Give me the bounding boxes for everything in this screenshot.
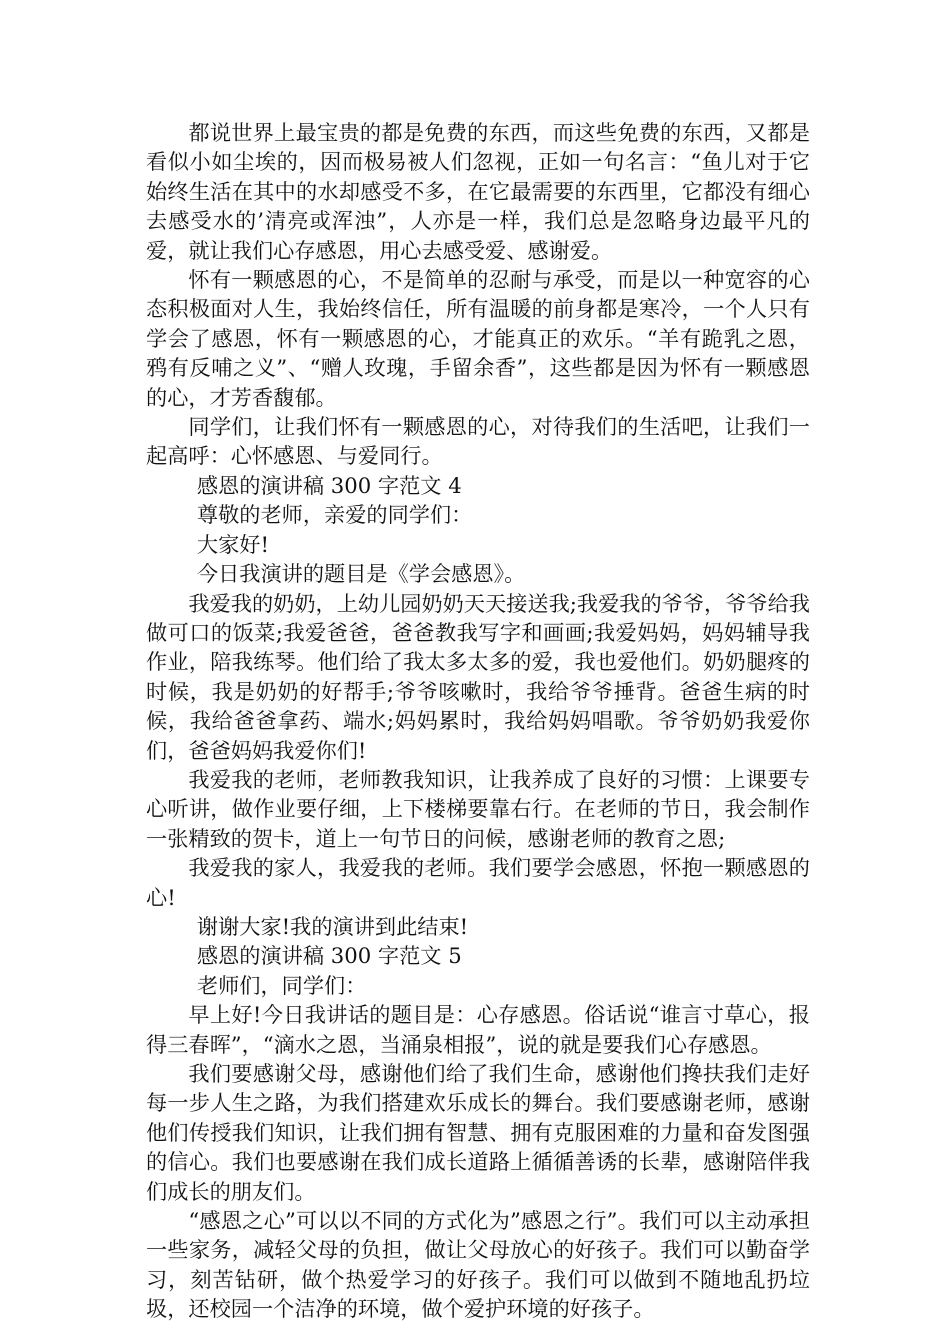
paragraph: 怀有一颗感恩的心，不是简单的忍耐与承受，而是以一种宽容的心态积极面对人生，我始终信任，所有温暖的前身都是寒冷，一个人只有学会了感恩，怀有一颗感恩的心，才能真正的欢乐。“羊有跪乳之恩，鸦有反哺之义”、“赠人玫瑰，手留余香”，这些都是因为怀有一颗感恩的心，才芳香馥郁。 bbox=[146, 267, 810, 410]
paragraph: 同学们，让我们怀有一颗感恩的心，对待我们的生活吧，让我们一起高呼：心怀感恩、与爱同行。 bbox=[146, 414, 810, 469]
paragraph: 我爱我的老师，老师教我知识，让我养成了良好的习惯：上课要专心听讲，做作业要仔细，上下楼梯要靠右行。在老师的节日，我会制作一张精致的贺卡，道上一句节日的问候，感谢老师的教育之恩; bbox=[146, 766, 810, 851]
paragraph: 我爱我的家人，我爱我的老师。我们要学会感恩，怀抱一颗感恩的心! bbox=[146, 855, 810, 910]
paragraph: 都说世界上最宝贵的都是免费的东西，而这些免费的东西，又都是看似小如尘埃的，因而极易被人们忽视，正如一句名言：“鱼儿对于它始终生活在其中的水却感受不多，在它最需要的东西里，它都没有细心去感受水的’清亮或浑浊”，人亦是一样，我们总是忽略身边最平凡的爱，就让我们心存感恩，用心去感受爱、感谢爱。 bbox=[146, 120, 810, 263]
paragraph: “感恩之心”可以以不同的方式化为”感恩之行”。我们可以主动承担一些家务，减轻父母的负担，做让父母放心的好孩子。我们可以勤奋学习，刻苦钻研，做个热爱学习的好孩子。我们可以做到不随地乱扔垃圾，还校园一个洁净的环境，做个爱护环境的好孩子。 bbox=[146, 1208, 810, 1322]
section-heading: 感恩的演讲稿 300 字范文 4 bbox=[196, 472, 462, 498]
section-heading: 感恩的演讲稿 300 字范文 5 bbox=[196, 943, 462, 969]
paragraph: 早上好!今日我讲话的题目是：心存感恩。俗话说“谁言寸草心，报得三春晖”，“滴水之恩，当涌泉相报”，说的就是要我们心存感恩。 bbox=[146, 1002, 810, 1057]
greeting: 大家好! bbox=[196, 531, 269, 557]
document-body bbox=[146, 118, 810, 1324]
paragraph: 我爱我的奶奶，上幼儿园奶奶天天接送我;我爱我的爷爷，爷爷给我做可口的饭菜;我爱爸爸，爸爸教我写字和画画;我爱妈妈，妈妈辅导我作业，陪我练琴。他们给了我太多太多的爱，我也爱他们。奶奶腿疼的时候，我是奶奶的好帮手;爷爷咳嗽时，我给爷爷捶背。爸爸生病的时候，我给爸爸拿药、端水;妈妈累时，我给妈妈唱歌。爷爷奶奶我爱你们，爸爸妈妈我爱你们! bbox=[146, 590, 810, 763]
salutation: 尊敬的老师，亲爱的同学们： bbox=[196, 502, 473, 528]
closing-line: 谢谢大家!我的演讲到此结束! bbox=[196, 913, 469, 939]
salutation: 老师们，同学们： bbox=[196, 972, 367, 998]
paragraph: 我们要感谢父母，感谢他们给了我们生命，感谢他们搀扶我们走好每一步人生之路，为我们搭建欢乐成长的舞台。我们要感谢老师，感谢他们传授我们知识，让我们拥有智慧、拥有克服困难的力量和奋发图强的信心。我们也要感谢在我们成长道路上循循善诱的长辈，感谢陪伴我们成长的朋友们。 bbox=[146, 1061, 810, 1204]
speech-topic: 今日我演讲的题目是《学会感恩》。 bbox=[196, 561, 526, 587]
